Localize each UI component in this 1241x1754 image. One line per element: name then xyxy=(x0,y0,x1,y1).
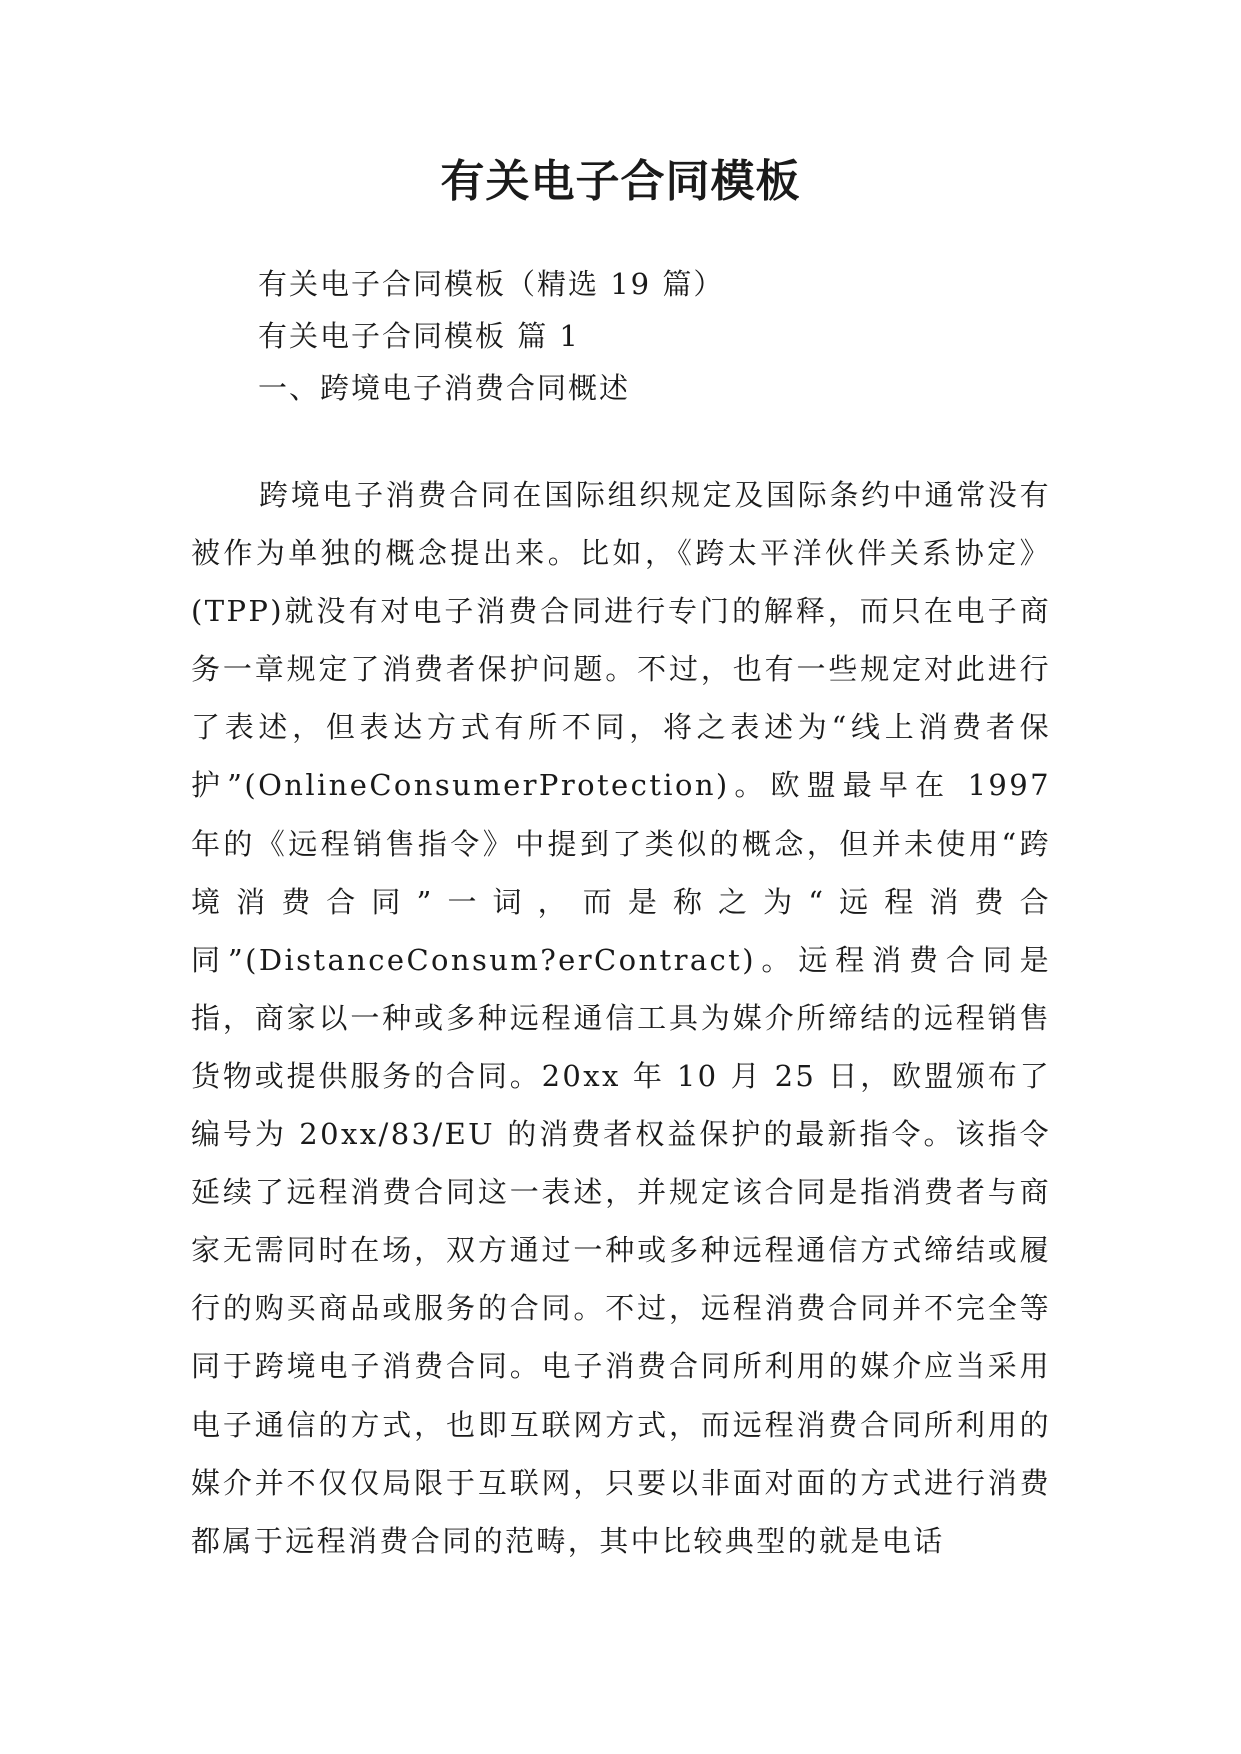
subsection-heading: 一、跨境电子消费合同概述 xyxy=(258,371,631,405)
section-heading: 有关电子合同模板 篇 1 xyxy=(258,319,580,353)
document-subtitle: 有关电子合同模板（精选 19 篇） xyxy=(258,267,725,301)
document-title: 有关电子合同模板 xyxy=(440,156,801,207)
body-paragraph: 跨境电子消费合同在国际组织规定及国际条约中通常没有被作为单独的概念提出来。比如，《跨太平洋伙伴关系协定》(TPP)就没有对电子消费合同进行专门的解释，而只在电子商务一章规定了消费者保护问题。不过，也有一些规定对此进行了表述，但表达方式有所不同，将之表述为“线上消费者保护”(OnlineConsumerProtection)。欧盟最早在 1997 年的《远程销售指令》中提到了类似的概念，但并未使用“跨境消费合同”一词，而是称之为“远程消费合同”(DistanceConsum?erContract)。远程消费合同是指，商家以一种或多种远程通信工具为媒介所缔结的远程销售货物或提供服务的合同。20xx 年 10 月 25 日，欧盟颁布了编号为 20xx/83/EU 的消费者权益保护的最新指令。该指令延续了远程消费合同这一表述，并规定该合同是指消费者与商家无需同时在场，双方通过一种或多种远程通信方式缔结或履行的购买商品或服务的合同。不过，远程消费合同并不完全等同于跨境电子消费合同。电子消费合同所利用的媒介应当采用电子通信的方式，也即互联网方式，而远程消费合同所利用的媒介并不仅仅局限于互联网，只要以非面对面的方式进行消费都属于远程消费合同的范畴，其中比较典型的就是电话 xyxy=(191,478,1051,1558)
